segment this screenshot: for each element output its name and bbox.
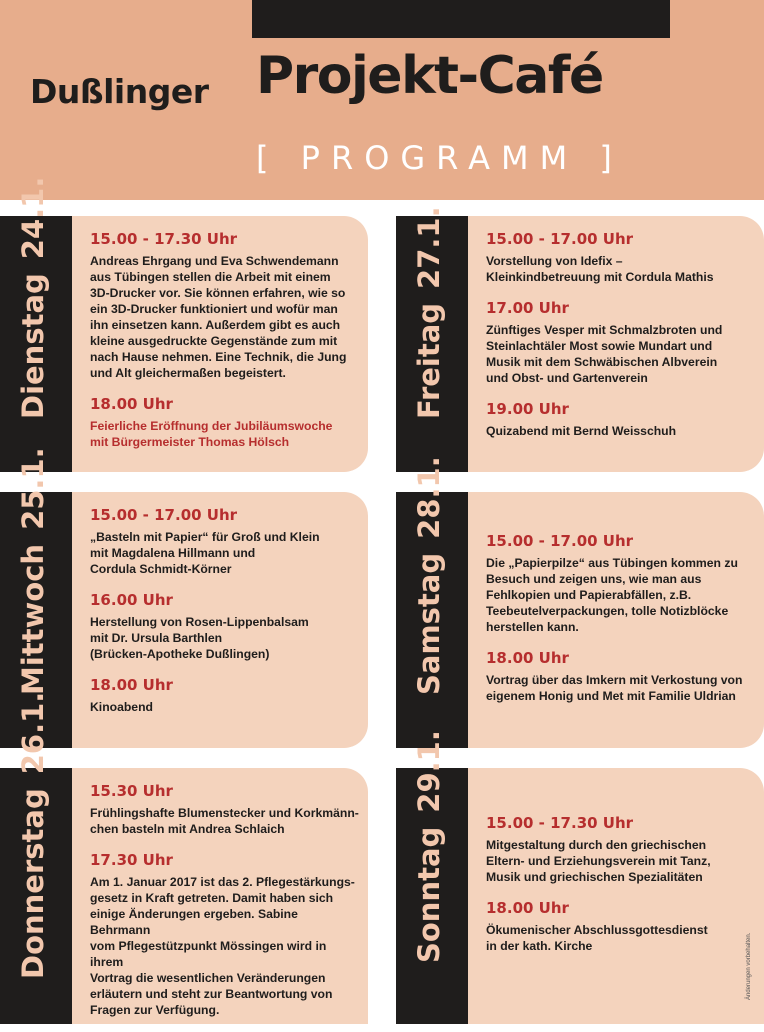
event-time: 15.00 - 17.00 Uhr	[90, 506, 238, 524]
event-time: 15.00 - 17.30 Uhr	[486, 814, 634, 832]
header-banner	[0, 0, 764, 200]
event-text: Ökumenischer Abschlussgottesdienst in der kath. Kirche	[486, 923, 708, 953]
event	[90, 230, 360, 381]
event-time: 15.00 - 17.00 Uhr	[486, 230, 634, 248]
event-text: Feierliche Eröffnung der Jubiläumswoche mit Bürgermeister Thomas Hölsch	[90, 419, 333, 449]
event-time: 17.30 Uhr	[90, 851, 173, 869]
event	[90, 676, 360, 715]
page-title: Projekt-Café	[256, 46, 603, 106]
day-card-freitag	[396, 206, 764, 472]
header-top-bar	[252, 0, 670, 38]
event-time: 15.00 - 17.00 Uhr	[486, 532, 634, 550]
event-time: 19.00 Uhr	[486, 400, 569, 418]
day-label: Samstag28.1.	[412, 456, 446, 695]
event-time: 17.00 Uhr	[486, 299, 569, 317]
event-time: 15.00 - 17.30 Uhr	[90, 230, 238, 248]
day-card-mittwoch	[0, 447, 368, 748]
event-text: Frühlingshafte Blumenstecker und Korkmänn- chen basteln mit Andrea Schlaich	[90, 806, 359, 836]
footnote: Änderungen vorbehalten.	[746, 932, 752, 1000]
event-text: Am 1. Januar 2017 ist das 2. Pflegestärkungs- gesetz in Kraft getreten. Damit haben sich einige Änderungen ergeben. Sabine Behrmann vom Pflegestützpunkt Mössingen wird in ihrem Vortrag die wesentlichen Veränderungen erläutern und steht zur Beantwortung von Fragen zur Verfügung.	[90, 875, 355, 1017]
event-text: Vorstellung von Idefix – Kleinkindbetreuung mit Cordula Mathis	[486, 254, 714, 284]
event-time: 18.00 Uhr	[486, 899, 569, 917]
event-text: Die „Papierpilze“ aus Tübingen kommen zu Besuch und zeigen uns, wie man aus Fehlkopien und Papierabfällen, z.B. Teebeutelverpackungen, tolle Notizblöcke herstellen kann.	[486, 556, 738, 634]
event	[90, 851, 360, 1018]
event-text: „Basteln mit Papier“ für Groß und Klein mit Magdalena Hillmann und Cordula Schmidt-Körner	[90, 530, 320, 576]
day-label: Dienstag24.1.	[16, 176, 50, 419]
day-label: Mittwoch25.1.	[16, 447, 50, 695]
event	[486, 532, 756, 635]
day-label: Sonntag29.1.	[412, 730, 446, 963]
day-card-dienstag	[0, 176, 368, 472]
event	[90, 591, 360, 662]
event	[486, 400, 756, 439]
event	[486, 899, 756, 954]
program-label: [ PROGRAMM ]	[256, 139, 623, 177]
event-text: Mitgestaltung durch den griechischen Eltern- und Erziehungsverein mit Tanz, Musik und griechischen Spezialitäten	[486, 838, 711, 884]
event-time: 18.00 Uhr	[486, 649, 569, 667]
event-text: Vortrag über das Imkern mit Verkostung von eigenem Honig und Met mit Familie Uldrian	[486, 673, 743, 703]
header-subtitle: Dußlinger	[30, 72, 209, 111]
day-sidebar	[0, 176, 72, 472]
day-label: Donnerstag26.1.	[16, 691, 50, 979]
day-sidebar	[0, 691, 72, 1024]
event-text: Quizabend mit Bernd Weisschuh	[486, 424, 677, 438]
event-time: 18.00 Uhr	[90, 395, 173, 413]
event	[486, 230, 756, 285]
event	[486, 814, 756, 885]
event	[486, 299, 756, 386]
day-label: Freitag27.1.	[412, 206, 446, 419]
event	[90, 395, 360, 450]
event	[486, 649, 756, 704]
event-text: Zünftiges Vesper mit Schmalzbroten und Steinlachtäler Most sowie Mundart und Musik mit dem Schwäbischen Albverein und Obst- und Gartenverein	[486, 323, 723, 385]
day-sidebar	[396, 456, 468, 748]
event-text: Herstellung von Rosen-Lippenbalsam mit Dr. Ursula Barthlen (Brücken-Apotheke Dußlingen)	[90, 615, 309, 661]
day-card-samstag	[396, 456, 764, 748]
event-text: Andreas Ehrgang und Eva Schwendemann aus Tübingen stellen die Arbeit mit einem 3D-Drucker vor. Sie können erfahren, wie so ein 3D-Drucker funktioniert und wofür man ihn einsetzen kann. Außerdem gibt es auch kleine ausgedruckte Gegenstände zum mit nach Hause nehmen. Eine Technik, die Jung und Alt gleichermaßen begeistert.	[90, 254, 347, 380]
day-sidebar	[396, 206, 468, 472]
event	[90, 782, 360, 837]
event-text: Kinoabend	[90, 700, 153, 714]
event-time: 15.30 Uhr	[90, 782, 173, 800]
event	[90, 506, 360, 577]
day-sidebar	[396, 730, 468, 1024]
day-card-sonntag	[396, 730, 764, 1024]
event-time: 18.00 Uhr	[90, 676, 173, 694]
event-time: 16.00 Uhr	[90, 591, 173, 609]
